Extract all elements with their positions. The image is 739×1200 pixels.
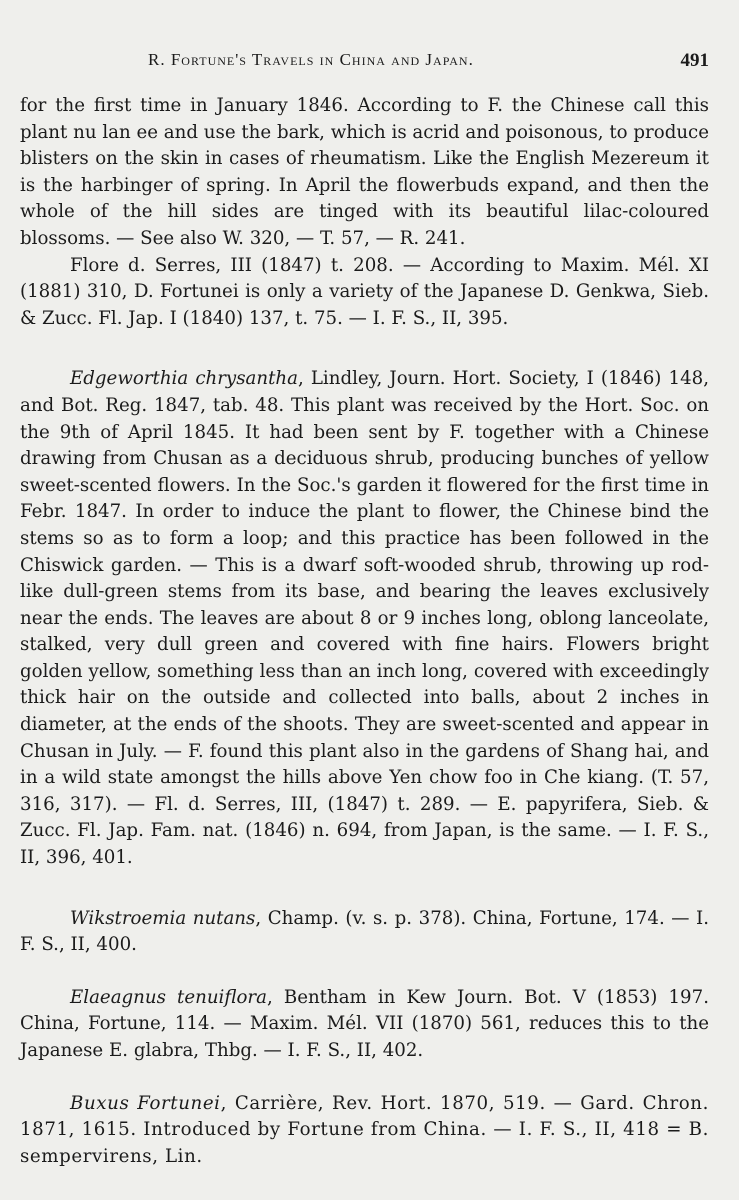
running-title: R. Fortune's Travels in China and Japan.	[148, 50, 474, 69]
page-header	[20, 50, 709, 78]
entry-text: , Champ. (v. s. p. 378). China, Fortune, 174. — I. F. S., II, 400.	[20, 907, 709, 956]
entry-text: , Bentham in Kew Journ. Bot. V (1853) 197. China, Fortune, 114. — Maxim. Mél. VII (1870) 561, reduces this to the Japanese E. glabra, Thbg. — I. F. S., II, 402.	[20, 986, 709, 1061]
entry-wikstroemia	[20, 906, 709, 959]
species-name: Buxus Fortunei	[70, 1092, 221, 1114]
page-number: 491	[680, 50, 709, 71]
entry-buxus	[20, 1091, 709, 1171]
entry-text: , Carrière, Rev. Hort. 1870, 519. — Gard. Chron. 1871, 1615. Introduced by Fortune from China. — I. F. S., II, 418 = B. sempervirens, Lin.	[20, 1092, 709, 1167]
entry-text: , Lindley, Journ. Hort. Society, I (1846) 148, and Bot. Reg. 1847, tab. 48. This plant was received by the Hort. Soc. on the 9th of April 1845. It had been sent by F. together with a Chinese drawing from Chusan as a deciduous shrub, producing bunches of yellow sweet-scented flowers. In the Soc.'s garden it flowered for the first time in Febr. 1847. In order to induce the plant to flower, the Chinese bind the stems so as to form a loop; and this practice has been followed in the Chiswick garden. — This is a dwarf soft-wooded shrub, throwing up rod-like dull-green stems from its base, and bearing the leaves exclusively near the ends. The leaves are about 8 or 9 inches long, oblong lanceolate, stalked, very dull green and covered with fine hairs. Flowers bright golden yellow, something less than an inch long, covered with exceedingly thick hair on the outside and collected into balls, about 2 inches in diameter, at the ends of the shoots. They are sweet-scented and appear in Chusan in July. — F. found this plant also in the gardens of Shang hai, and in a wild state amongst the hills above Yen chow foo in Che kiang. (T. 57, 316, 317). — Fl. d. Serres, III, (1847) t. 289. — E. papyrifera, Sieb. & Zucc. Fl. Jap. Fam. nat. (1846) n. 694, from Japan, is the same. — I. F. S., II, 396, 401.	[20, 368, 709, 869]
page-body	[20, 93, 709, 1170]
paragraph-text: for the first time in January 1846. According to F. the Chinese call this plant nu lan ee and use the bark, which is acrid and poisonous, to produce blisters on the skin in cases of rheumatism. Like the English Mezereum it is the harbinger of spring. In April the flowerbuds expand, and then the whole of the hill sides are tinged with its beautiful lilac-coloured blossoms. — See also W. 320, — T. 57, — R. 241.	[20, 95, 709, 249]
paragraph-continuation	[20, 93, 709, 253]
paragraph-text: Flore d. Serres, III (1847) t. 208. — According to Maxim. Mél. XI (1881) 310, D. Fortunei is only a variety of the Japanese D. Genkwa, Sieb. & Zucc. Fl. Jap. I (1840) 137, t. 75. — I. F. S., II, 395.	[20, 254, 709, 329]
species-name: Wikstroemia nutans	[70, 907, 256, 929]
entry-edgeworthia	[20, 366, 709, 871]
entry-elaeagnus	[20, 985, 709, 1065]
species-name: Elaeagnus tenuiflora	[70, 986, 267, 1008]
paragraph-flore-serres	[20, 253, 709, 333]
species-name: Edgeworthia chrysantha	[70, 368, 298, 390]
